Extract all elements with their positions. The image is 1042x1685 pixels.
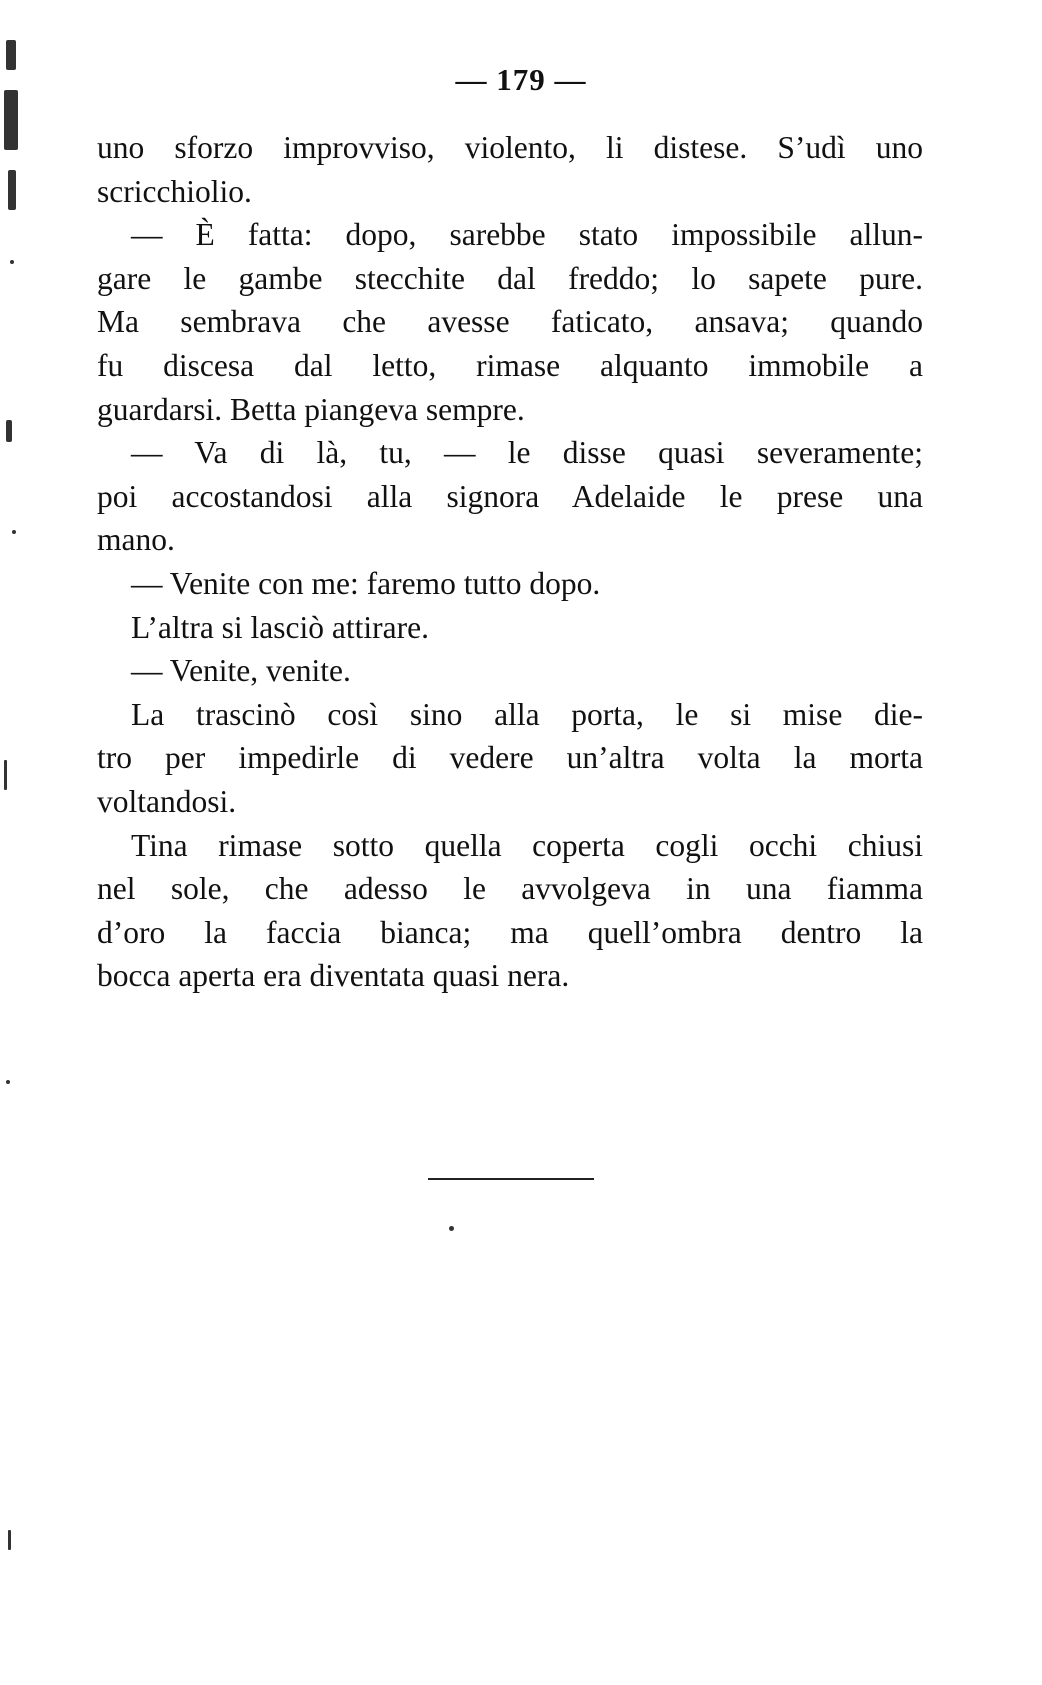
- text-line: scricchiolio.: [97, 173, 252, 209]
- text-line: Ma sembrava che avesse faticato, ansava; quando: [97, 304, 923, 340]
- text-line: gare le gambe stecchite dal freddo; lo sapete pure.: [97, 260, 923, 296]
- text-line: poi accostandosi alla signora Adelaide le prese una: [97, 478, 923, 514]
- text-line: voltandosi.: [97, 783, 237, 819]
- text-line: La trascinò così sino alla porta, le si mise die-: [131, 696, 923, 732]
- text-line: nel sole, che adesso le avvolgeva in una fiamma: [97, 871, 923, 907]
- end-of-chapter-rule: [428, 1178, 594, 1180]
- text-line: L’altra si lasciò attirare.: [131, 609, 429, 645]
- scan-artifact: [4, 760, 7, 790]
- text-line: d’oro la faccia bianca; ma quell’ombra dentro la: [97, 914, 923, 950]
- scan-artifact: [6, 1080, 10, 1084]
- scan-artifact: [4, 90, 18, 150]
- scan-artifact: [6, 420, 12, 442]
- text-line: — È fatta: dopo, sarebbe stato impossibile allun-: [131, 217, 923, 253]
- body-text: [97, 126, 923, 998]
- text-line: — Va di là, tu, — le disse quasi severamente;: [131, 435, 923, 471]
- scan-artifact: [12, 530, 16, 534]
- scan-artifact: [449, 1226, 454, 1231]
- text-line: guardarsi. Betta piangeva sempre.: [97, 391, 525, 427]
- text-line: bocca aperta era diventata quasi nera.: [97, 958, 570, 994]
- text-line: Tina rimase sotto quella coperta cogli occhi chiusi: [131, 827, 923, 863]
- text-line: mano.: [97, 522, 175, 558]
- scan-artifact: [10, 260, 14, 264]
- text-line: — Venite, venite.: [131, 653, 351, 689]
- scanned-margin-noise: [0, 0, 44, 1685]
- scan-artifact: [8, 1530, 11, 1550]
- text-line: tro per impedirle di vedere un’altra volta la morta: [97, 740, 923, 776]
- text-line: — Venite con me: faremo tutto dopo.: [131, 565, 601, 601]
- scan-artifact: [8, 170, 16, 210]
- page-number: — 179 —: [455, 62, 587, 97]
- text-line: fu discesa dal letto, rimase alquanto immobile a: [97, 347, 923, 383]
- text-line: uno sforzo improvviso, violento, li distese. S’udì uno: [97, 130, 923, 165]
